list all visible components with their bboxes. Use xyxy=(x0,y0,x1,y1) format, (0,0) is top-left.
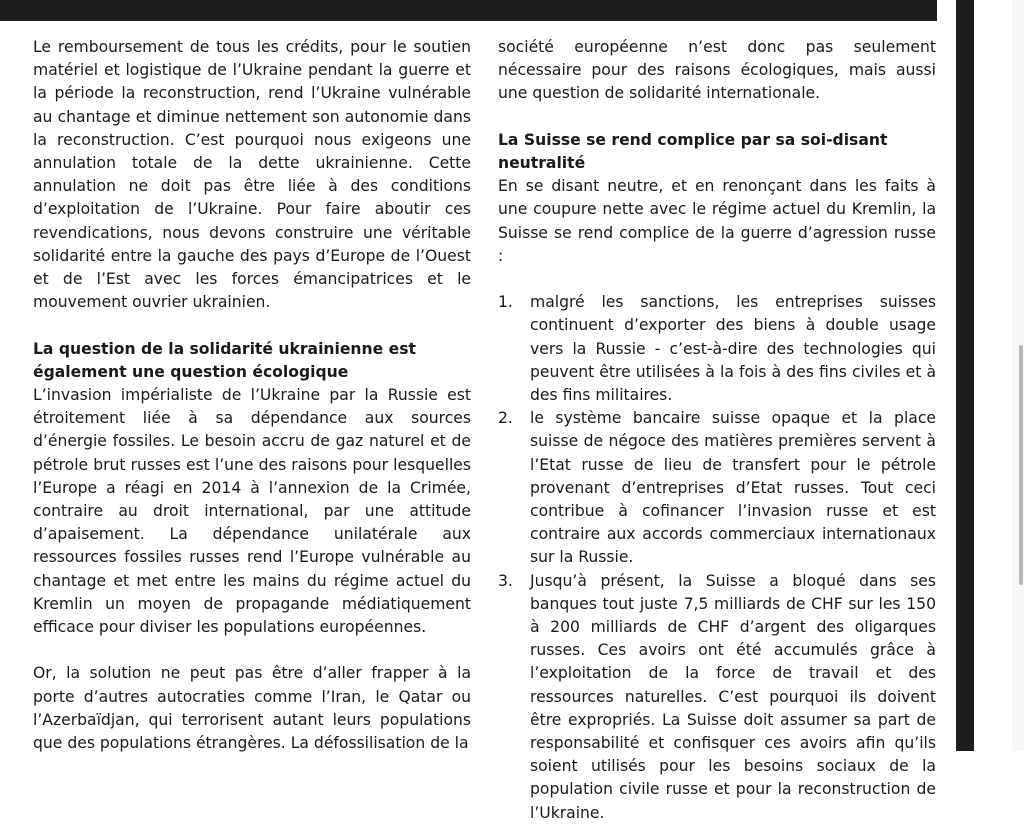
list-item-text: le système bancaire suisse opaque et la place suisse de négoce des matières premières servent à l’Etat russe de lieu de transfert pour le pétrole provenant d’entreprises d’Etat russes. Tout ceci contribue à cofinancer l’invasion russe et est contraire aux accords commerciaux internationaux sur la Russie. xyxy=(530,409,936,567)
scrollbar-thumb[interactable] xyxy=(1019,345,1023,585)
paragraph-spacer xyxy=(33,639,471,662)
heading-ecological-question: La question de la solidarité ukrainienne est également une question écologique xyxy=(33,339,416,381)
paragraph-spacer xyxy=(33,314,471,337)
complicity-list xyxy=(498,291,936,825)
list-item xyxy=(498,407,936,569)
right-column xyxy=(498,36,936,825)
right-border-band xyxy=(956,0,974,751)
top-border-band xyxy=(0,0,937,21)
left-column xyxy=(33,36,471,755)
paragraph-debt-cancellation: Le remboursement de tous les crédits, pour le soutien matériel et logistique de l’Ukraine pendant la guerre et la période la reconstruction, rend l’Ukraine vulnérable au chantage et diminue nettement son autonomie dans la reconstruction. C’est pourquoi nous exigeons une annulation totale de la dette ukrainienne. Cette annulation ne doit pas être liée à des conditions d’exploitation de l’Ukraine. Pour faire aboutir ces revendications, nous devons construire une véritable solidarité entre la gauche des pays d’Europe de l’Ouest et de l’Est avec les forces émancipatrices et le mouvement ouvrier ukrainien. xyxy=(33,38,471,312)
list-item-number: 3. xyxy=(498,571,513,590)
heading-swiss-neutrality: La Suisse se rend complice par sa soi-disant neutralité xyxy=(498,130,888,172)
paragraph-defossilisation: société européenne n’est donc pas seulement nécessaire pour des raisons écologiques, mais aussi une question de solidarité internationale. xyxy=(498,38,936,103)
list-item-number: 1. xyxy=(498,293,513,312)
list-item-text: malgré les sanctions, les entreprises suisses continuent d’exporter des biens à double usage vers la Russie - c’est-à-dire des technologies qui peuvent être utilisées à la fois à des fins civiles et à des fins militaires. xyxy=(530,293,936,405)
paragraph-spacer xyxy=(498,268,936,291)
paragraph-autocracies: Or, la solution ne peut pas être d’aller frapper à la porte d’autres autocraties comme l’Iran, le Qatar ou l’Azerbaïdjan, qui terrorisent autant leurs populations que des populations étrangères. La défossilisation de la xyxy=(33,664,471,753)
list-item xyxy=(498,570,936,825)
paragraph-swiss-intro: En se disant neutre, et en renonçant dans les faits à une coupure nette avec le régime actuel du Kremlin, la Suisse se rend complice de la guerre d’agression russe : xyxy=(498,177,936,265)
paragraph-fossil-dependence: L’invasion impérialiste de l’Ukraine par la Russie est étroitement liée à sa dépendance aux sources d’énergie fossiles. Le besoin accru de gaz naturel et de pétrole brut russes est l’une des raisons pour lesquelles l’Europe a réagi en 2014 à l’annexion de la Crimée, contraire au droit international, par une attitude d’apaisement. La dépendance unilatérale aux ressources fossiles russes rend l’Europe vulnérable au chantage et met entre les mains du régime actuel du Kremlin un moyen de propagande médiatiquement efficace pour diviser les populations européennes. xyxy=(33,386,471,637)
list-item-text: Jusqu’à présent, la Suisse a bloqué dans ses banques tout juste 7,5 milliards de CHF sur les 150 à 200 milliards de CHF d’argent des oligarques russes. Ces avoirs ont été accumulés grâce à l’exploitation de la force de travail et des ressources naturelles. C’est pourquoi ils doivent être expropriés. La Suisse doit assumer sa part de responsabilité et confisquer ces avoirs afin qu’ils soient utilisés pour les besoins sociaux de la population civile russe et pour la reconstruction de l’Ukraine. xyxy=(530,571,936,822)
paragraph-spacer xyxy=(498,106,936,129)
list-item xyxy=(498,291,936,407)
list-item-number: 2. xyxy=(498,409,513,428)
